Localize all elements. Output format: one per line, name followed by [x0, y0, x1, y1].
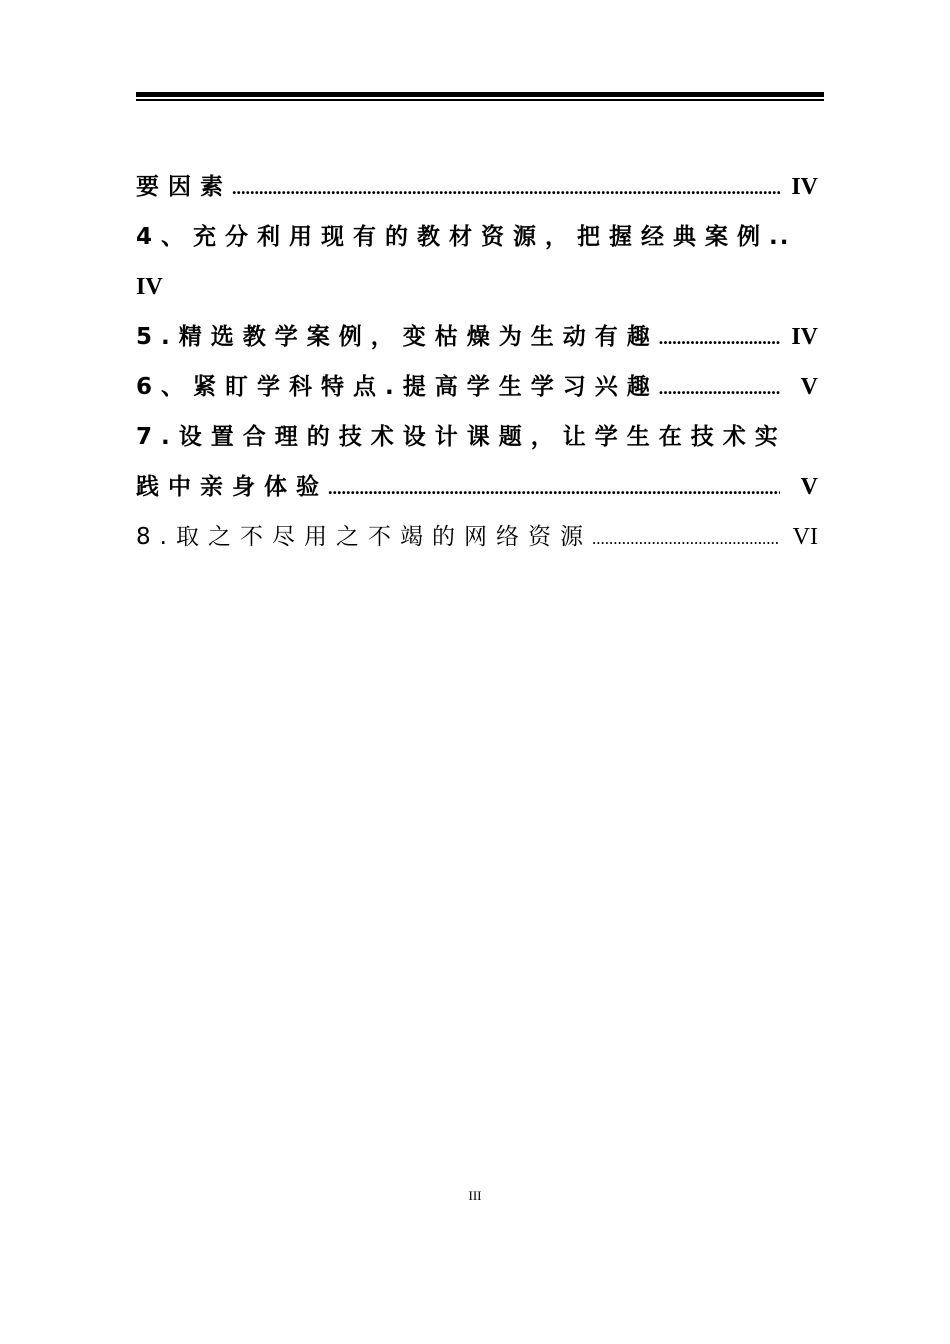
toc-leader-dots: [232, 163, 780, 212]
toc-entry-trailing-dots: ..: [769, 224, 791, 250]
toc-entry[interactable]: [136, 212, 818, 262]
footer-page-number: III: [468, 1188, 482, 1203]
header-rule-thin: [136, 99, 824, 101]
header-rule: [136, 92, 824, 102]
toc-leader-dots: [659, 313, 780, 362]
toc-entry-page: V: [800, 474, 818, 500]
toc-entry-title: 8.取之不尽用之不竭的网络资源: [136, 524, 592, 550]
toc-leader-dots: [328, 463, 780, 512]
toc-entry-title-continued: 践中亲身体验: [136, 474, 328, 500]
header-rule-thick: [136, 92, 824, 97]
toc-entry-title: 6、紧盯学科特点.提高学生学习兴趣: [136, 374, 659, 400]
toc-entry[interactable]: [136, 312, 818, 362]
toc-entry-title: 4、充分利用现有的教材资源，把握经典案例: [136, 224, 770, 250]
toc-entry-page: IV: [791, 174, 818, 200]
toc-entry-page: V: [800, 374, 818, 400]
toc-entry[interactable]: [136, 362, 818, 412]
toc-leader-dots: [659, 363, 780, 412]
toc-entry-page: IV: [791, 324, 818, 350]
toc-entry[interactable]: [136, 412, 818, 462]
toc-entry-page: VI: [792, 524, 818, 550]
toc-entry-title: 7.设置合理的技术设计课题，让学生在技术实: [136, 424, 787, 450]
table-of-contents: [136, 162, 818, 562]
toc-entry-page: IV: [136, 274, 163, 300]
toc-entry-continuation[interactable]: [136, 462, 818, 512]
toc-entry[interactable]: [136, 162, 818, 212]
toc-leader-dots: [592, 514, 780, 562]
toc-entry-title: 5.精选教学案例，变枯燥为生动有趣: [136, 324, 659, 350]
toc-entry-continuation[interactable]: [136, 262, 818, 312]
toc-entry[interactable]: [136, 512, 818, 562]
toc-entry-title: 要因素: [136, 174, 232, 200]
